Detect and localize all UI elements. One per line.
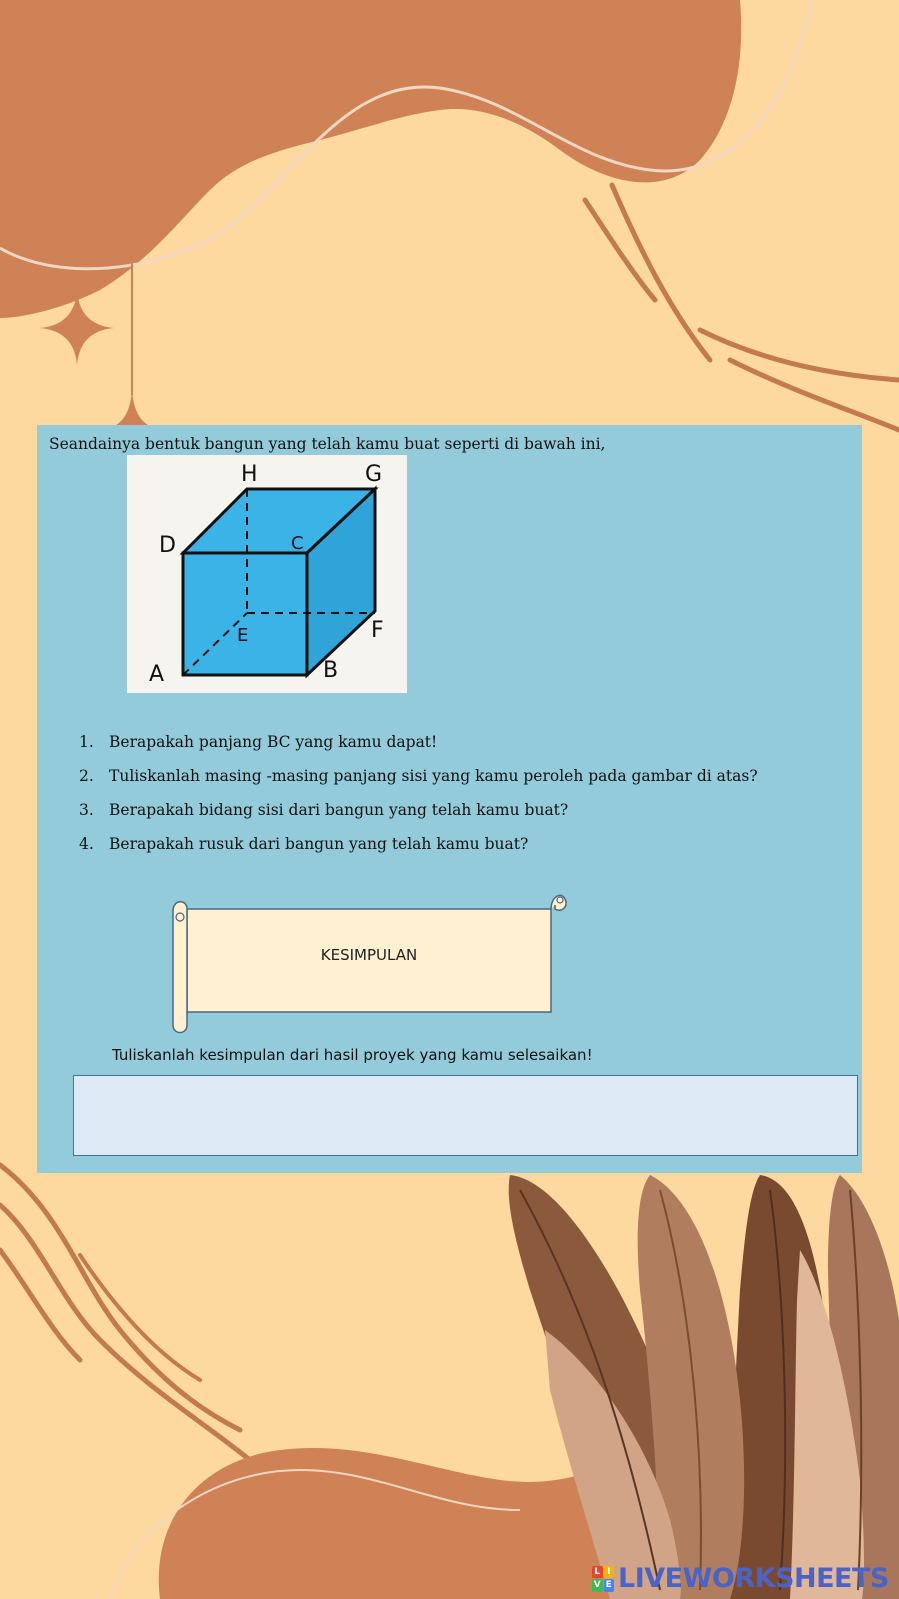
bottom-blob	[159, 1448, 640, 1599]
sparkle-star-bottom	[112, 390, 152, 427]
label-C: C	[291, 533, 304, 554]
label-H: H	[241, 462, 258, 487]
question-number: 2.	[79, 767, 94, 785]
question-text: Berapakah rusuk dari bangun yang telah kamu buat?	[109, 835, 529, 853]
right-stroke-4	[700, 330, 899, 380]
question-item	[79, 767, 758, 801]
brand-name: LIVEWORKSHEETS	[618, 1563, 889, 1594]
logo-letter: L	[592, 1566, 603, 1579]
logo-letter: V	[593, 1580, 601, 1591]
liveworksheets-logo-icon	[592, 1566, 614, 1592]
label-D: D	[159, 533, 176, 558]
question-item	[79, 733, 758, 767]
conclusion-answer-input[interactable]	[73, 1075, 858, 1156]
conclusion-scroll-banner	[169, 887, 569, 1037]
label-G: G	[365, 462, 383, 487]
cube-diagram	[127, 455, 407, 693]
label-F: F	[371, 618, 384, 643]
question-number: 1.	[79, 733, 94, 751]
cube-image	[127, 455, 407, 693]
intro-text: Seandainya bentuk bangun yang telah kamu buat seperti di bawah ini,	[49, 435, 606, 453]
label-B: B	[323, 658, 339, 683]
conclusion-title: KESIMPULAN	[320, 946, 418, 964]
bottom-left-line-4	[80, 1255, 200, 1380]
question-item	[79, 801, 758, 835]
question-text: Berapakah panjang BC yang kamu dapat!	[109, 733, 438, 751]
logo-letter: I	[604, 1566, 615, 1579]
right-stroke-2	[612, 185, 710, 360]
question-text: Berapakah bidang sisi dari bangun yang telah kamu buat?	[109, 801, 569, 819]
question-number: 4.	[79, 835, 94, 853]
question-text: Tuliskanlah masing -masing panjang sisi yang kamu peroleh pada gambar di atas?	[109, 767, 758, 785]
question-item	[79, 835, 758, 869]
bottom-left-line-3	[0, 1250, 80, 1360]
question-list	[79, 733, 758, 869]
logo-letter: E	[604, 1579, 615, 1592]
bottom-left-line-1	[0, 1165, 240, 1430]
conclusion-instruction: Tuliskanlah kesimpulan dari hasil proyek yang kamu selesaikan!	[112, 1046, 593, 1064]
question-number: 3.	[79, 801, 94, 819]
worksheet-panel	[37, 425, 862, 1173]
label-E: E	[237, 625, 249, 646]
label-A: A	[149, 662, 165, 687]
liveworksheets-brand	[592, 1563, 889, 1594]
